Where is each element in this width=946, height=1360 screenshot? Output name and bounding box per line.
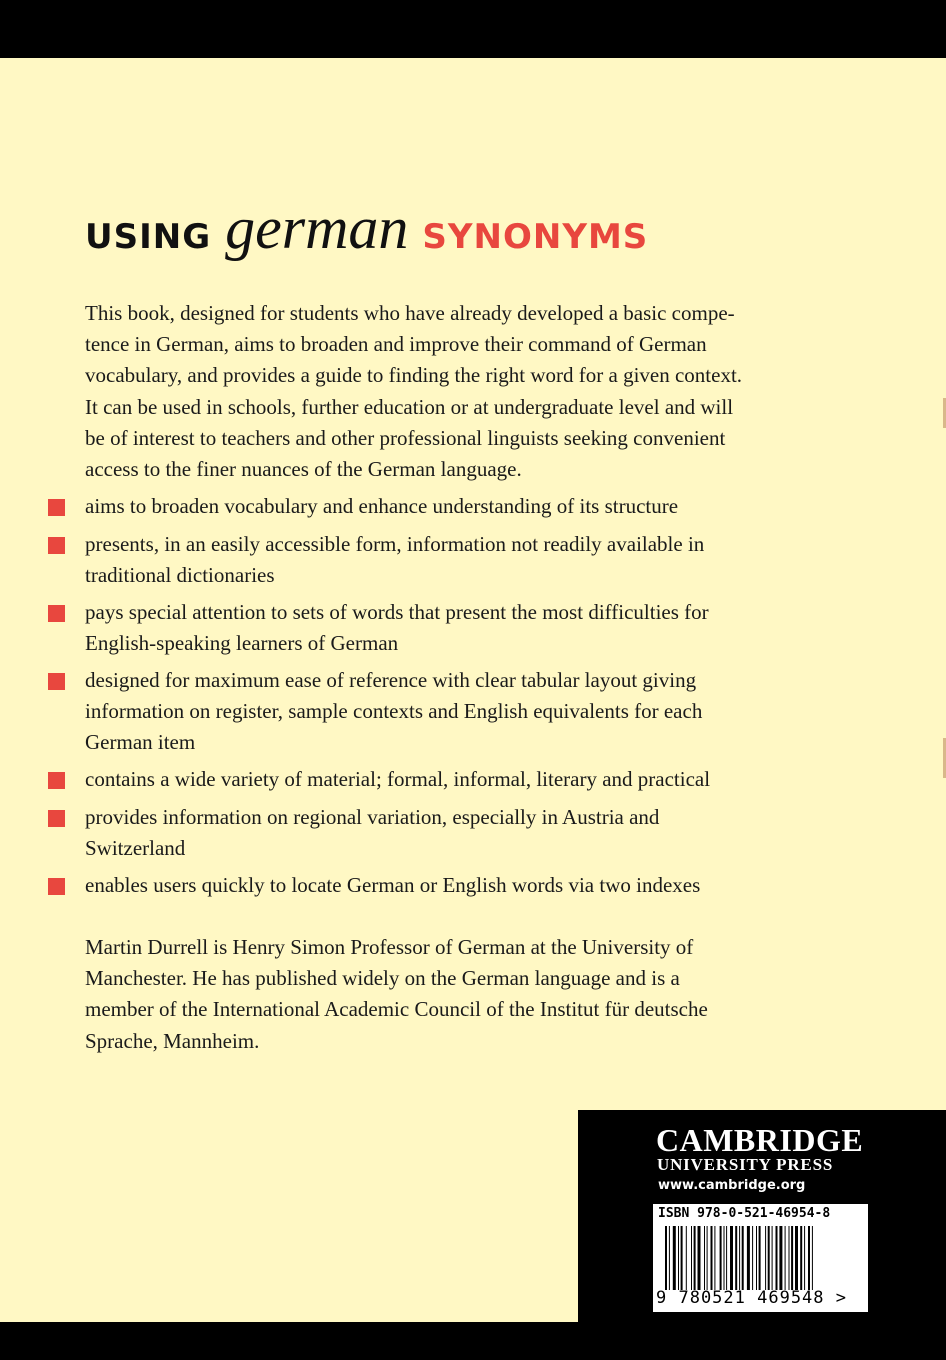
text-line: Sprache, Mannheim. — [85, 1028, 260, 1053]
text-line: member of the International Academic Council of the Institut für deutsche — [85, 997, 708, 1022]
text-line: information on register, sample contexts and English equivalents for each — [85, 699, 703, 724]
feature-text — [85, 491, 825, 522]
text-line: It can be used in schools, further education or at undergraduate level and will — [85, 394, 734, 419]
text-line: This book, designed for students who have already developed a basic compe- — [85, 301, 735, 325]
author-bio — [85, 932, 835, 1057]
publisher-url: www.cambridge.org — [658, 1178, 806, 1193]
feature-text — [85, 802, 825, 864]
book-title — [85, 194, 648, 264]
text-line: Martin Durrell is Henry Simon Professor of German at the University of — [85, 935, 694, 959]
text-line: designed for maximum ease of reference with clear tabular layout giving — [85, 668, 697, 692]
text-line: vocabulary, and provides a guide to finding the right word for a given context. — [85, 363, 743, 388]
text-line: tence in German, aims to broaden and improve their command of German — [85, 332, 707, 357]
text-line: access to the finer nuances of the German language. — [85, 457, 522, 482]
publisher-name: CAMBRIDGE — [656, 1122, 864, 1158]
publisher-subtitle: UNIVERSITY PRESS — [657, 1155, 834, 1174]
barcode-icon — [665, 1226, 858, 1290]
bullet-square-icon — [48, 673, 65, 690]
bullet-square-icon — [48, 772, 65, 789]
feature-text — [85, 764, 825, 795]
bullet-square-icon — [48, 605, 65, 622]
intro-paragraph — [85, 298, 835, 485]
text-line: English-speaking learners of German — [85, 631, 399, 656]
text-line: traditional dictionaries — [85, 563, 275, 588]
text-line: provides information on regional variation, especially in Austria and — [85, 805, 660, 829]
text-line: presents, in an easily accessible form, information not readily available in — [85, 532, 705, 556]
text-line: Switzerland — [85, 836, 186, 861]
text-line: contains a wide variety of material; formal, informal, literary and practical — [85, 767, 711, 791]
bullet-square-icon — [48, 878, 65, 895]
text-line: Manchester. He has published widely on the German language and is a — [85, 966, 680, 991]
isbn-label: ISBN 978-0-521-46954-8 — [658, 1206, 831, 1221]
title-german: german — [225, 195, 409, 261]
text-line: enables users quickly to locate German or English words via two indexes — [85, 873, 701, 897]
barcode-box — [653, 1204, 868, 1312]
text-line: German item — [85, 730, 196, 755]
text-line: pays special attention to sets of words that present the most difficulties for — [85, 600, 709, 624]
barcode-digits: 9 780521 469548 > — [656, 1288, 847, 1308]
title-synonyms: SYNONYMS — [422, 217, 649, 257]
feature-text — [85, 665, 825, 759]
title-using: USING — [85, 217, 212, 257]
feature-text — [85, 870, 825, 901]
publisher-panel — [578, 1110, 946, 1322]
feature-text — [85, 529, 825, 591]
text-line: aims to broaden vocabulary and enhance understanding of its structure — [85, 494, 679, 518]
feature-text — [85, 597, 825, 659]
bullet-square-icon — [48, 499, 65, 516]
text-line: be of interest to teachers and other professional linguists seeking convenient — [85, 425, 726, 450]
bullet-square-icon — [48, 810, 65, 827]
bullet-square-icon — [48, 537, 65, 554]
